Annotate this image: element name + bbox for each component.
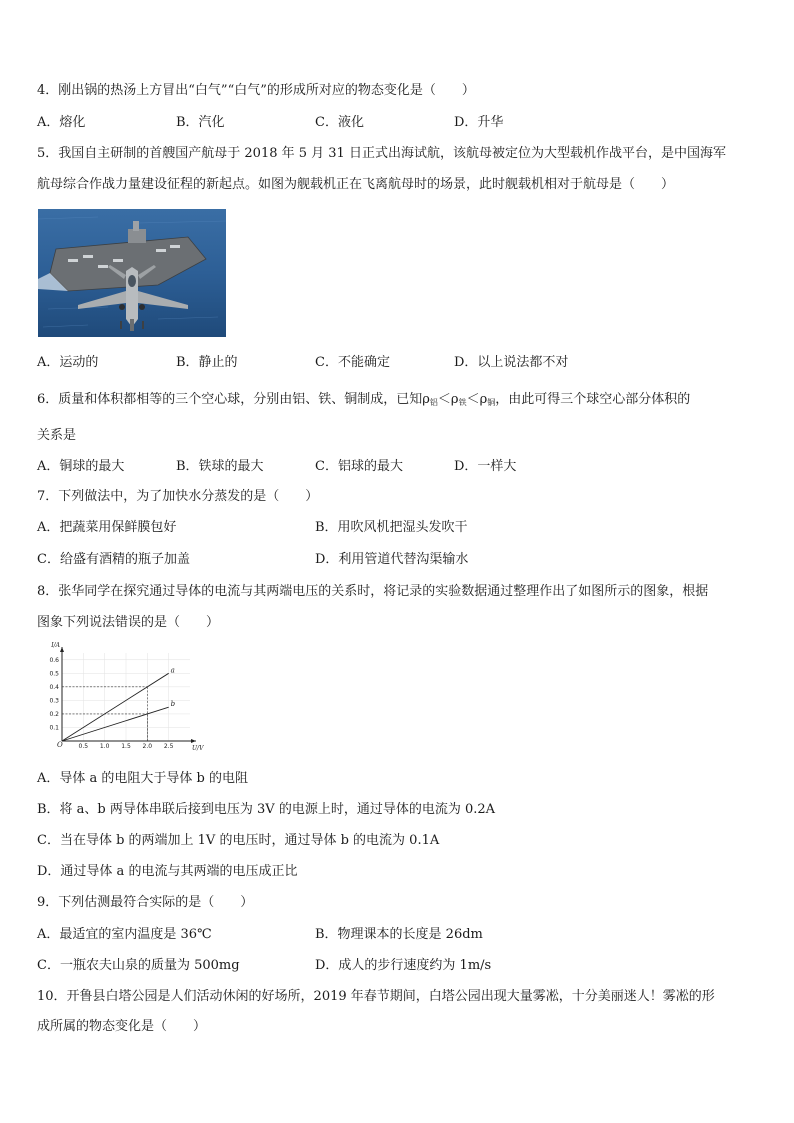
x-axis-label: U/V bbox=[192, 745, 204, 752]
series-label-b: b bbox=[170, 700, 176, 709]
origin-label: O bbox=[57, 741, 63, 749]
q7-option-b: B．用吹风机把湿头发吹干 bbox=[315, 520, 468, 535]
q6-option-a: A．铜球的最大 bbox=[37, 459, 125, 474]
series-label-a: a bbox=[170, 666, 175, 675]
x-tick-label-1: 1.0 bbox=[99, 743, 110, 750]
q6-less-than-2: ＜ρ bbox=[466, 392, 488, 407]
q9-option-d: D．成人的步行速度约为 1m/s bbox=[315, 958, 492, 973]
series-line-a bbox=[62, 673, 169, 741]
q9-option-a: A．最适宜的室内温度是 36℃ bbox=[37, 927, 212, 942]
q7-option-a: A．把蔬菜用保鲜膜包好 bbox=[37, 520, 177, 535]
series-line-b bbox=[62, 707, 169, 741]
q5-option-c: C．不能确定 bbox=[315, 355, 390, 370]
x-tick-label-2: 1.5 bbox=[121, 743, 131, 750]
q6-stem-part-a: 6．质量和体积都相等的三个空心球，分别由铝、铁、铜制成，已知ρ bbox=[37, 392, 430, 407]
q7-option-d: D．利用管道代替沟渠输水 bbox=[315, 552, 469, 567]
q9-stem: 9．下列估测最符合实际的是（ ） bbox=[37, 895, 254, 910]
q5-stem-line2: 航母综合作战力量建设征程的新起点。如图为舰载机正在飞离航母时的场景，此时舰载机相对于航母是（ ） bbox=[37, 177, 675, 192]
q4-option-a: A．熔化 bbox=[37, 115, 86, 130]
q6-stem-line1 bbox=[37, 392, 690, 411]
q10-stem-line1: 10．开鲁县白塔公园是人们活动休闲的好场所，2019 年春节期间，白塔公园出现大量雾凇，十分美丽迷人！雾凇的形 bbox=[37, 989, 715, 1004]
y-tick-label-3: 0.4 bbox=[49, 683, 59, 691]
y-tick-label-2: 0.3 bbox=[49, 697, 59, 705]
current-voltage-chart bbox=[38, 642, 204, 752]
q4-option-b: B．汽化 bbox=[176, 115, 225, 130]
q6-option-b: B．铁球的最大 bbox=[176, 459, 264, 474]
q10-stem-line2: 成所属的物态变化是（ ） bbox=[37, 1019, 207, 1034]
q4-stem: 4．刚出锅的热汤上方冒出“白气”“白气”的形成所对应的物态变化是（ ） bbox=[37, 83, 475, 98]
q5-option-d: D．以上说法都不对 bbox=[454, 355, 569, 370]
q8-stem-line2: 图象下列说法错误的是（ ） bbox=[37, 615, 220, 630]
y-tick-label-0: 0.1 bbox=[49, 724, 59, 732]
q4-option-d: D．升华 bbox=[454, 115, 504, 130]
q8-option-c: C．当在导体 b 的两端加上 1V 的电压时，通过导体 b 的电流为 0.1A bbox=[37, 833, 440, 848]
q8-option-a: A．导体 a 的电阻大于导体 b 的电阻 bbox=[37, 771, 248, 786]
q7-stem: 7．下列做法中，为了加快水分蒸发的是（ ） bbox=[37, 489, 319, 504]
y-axis-arrow bbox=[60, 647, 64, 652]
aircraft-carrier-photo bbox=[38, 209, 226, 337]
q8-option-d: D．通过导体 a 的电流与其两端的电压成正比 bbox=[37, 864, 298, 879]
x-tick-label-3: 2.0 bbox=[142, 743, 153, 750]
q6-option-d: D．一样大 bbox=[454, 459, 517, 474]
q5-stem-line1: 5．我国自主研制的首艘国产航母于 2018 年 5 月 31 日正式出海试航，该航母被定位为大型载机作战平台，是中国海军 bbox=[37, 146, 726, 161]
q6-option-c: C．铝球的最大 bbox=[315, 459, 403, 474]
q8-option-b: B．将 a、b 两导体串联后接到电压为 3V 的电源上时，通过导体的电流为 0.2A bbox=[37, 802, 496, 817]
y-tick-label-5: 0.6 bbox=[49, 656, 59, 664]
x-tick-label-0: 0.5 bbox=[78, 743, 89, 750]
q7-option-c: C．给盛有酒精的瓶子加盖 bbox=[37, 552, 190, 567]
x-axis-arrow bbox=[191, 739, 196, 743]
q6-subscript-copper: 铜 bbox=[487, 398, 496, 407]
q6-subscript-aluminum: 铝 bbox=[429, 398, 438, 407]
q8-stem-line1: 8．张华同学在探究通过导体的电流与其两端电压的关系时，将记录的实验数据通过整理作出了如图所示的图象，根据 bbox=[37, 584, 709, 599]
q5-option-a: A．运动的 bbox=[37, 355, 99, 370]
q4-option-c: C．液化 bbox=[315, 115, 364, 130]
x-tick-label-4: 2.5 bbox=[163, 743, 174, 750]
q6-less-than-1: ＜ρ bbox=[437, 392, 459, 407]
y-tick-label-4: 0.5 bbox=[49, 670, 59, 678]
q9-option-b: B．物理课本的长度是 26dm bbox=[315, 927, 483, 942]
q9-option-c: C．一瓶农夫山泉的质量为 500mg bbox=[37, 958, 240, 973]
q5-option-b: B．静止的 bbox=[176, 355, 238, 370]
q6-stem-part-b: ，由此可得三个球空心部分体积的 bbox=[495, 392, 691, 407]
y-tick-label-1: 0.2 bbox=[49, 710, 59, 718]
y-axis-label: I/A bbox=[51, 642, 60, 649]
q6-subscript-iron: 铁 bbox=[458, 398, 467, 407]
q6-stem-line2: 关系是 bbox=[37, 428, 77, 443]
